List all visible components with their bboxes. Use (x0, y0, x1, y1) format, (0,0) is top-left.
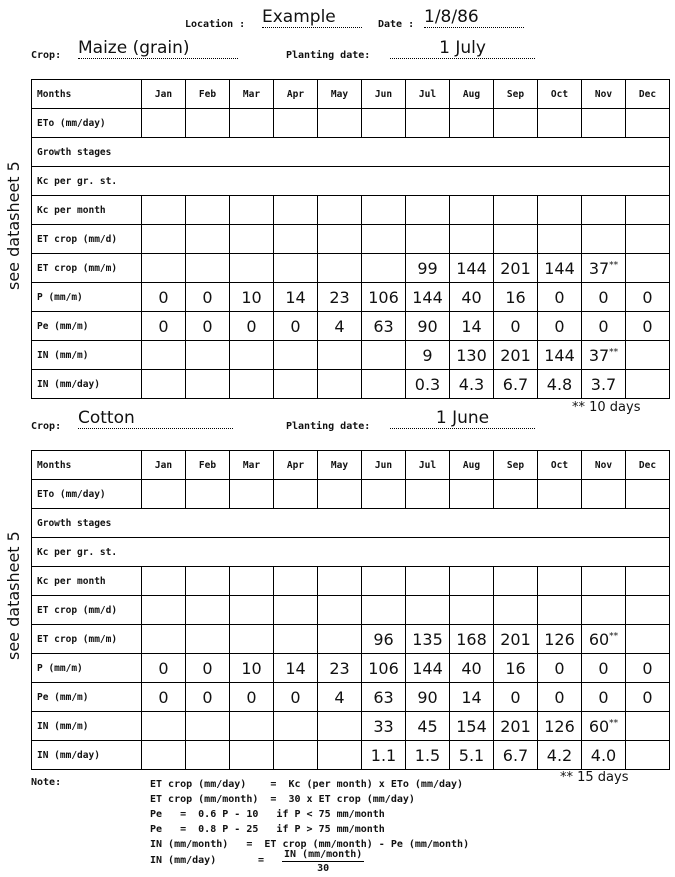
data-cell (582, 567, 626, 596)
data-cell: 144 (538, 254, 582, 283)
notes-lines: ET crop (mm/day) = Kc (per month) x ETo (mm/day) ET crop (mm/month) = 30 x ET crop (mm/day) Pe = 0.6 P - 10 if P < 75 mm/month Pe = 0.8 P - 25 if P > 75 mm/month IN (mm/month) = ET crop (mm/month) - Pe (mm/month) (150, 779, 470, 850)
month-header: Feb (186, 451, 230, 480)
location-label: Location : (185, 19, 246, 30)
data-cell: 0 (230, 683, 274, 712)
data-cell (186, 254, 230, 283)
data-cell: 6.7 (494, 741, 538, 770)
row-label: IN (mm/day) (32, 741, 142, 770)
data-cell (494, 225, 538, 254)
data-cell (318, 225, 362, 254)
row-label: Months (32, 80, 142, 109)
data-cell: 96 (362, 625, 406, 654)
location-value: Example (262, 7, 362, 28)
data-cell (186, 567, 230, 596)
data-cell (274, 109, 318, 138)
data-cell (450, 596, 494, 625)
data-cell: 1.1 (362, 741, 406, 770)
data-cell (186, 625, 230, 654)
data-cell (582, 196, 626, 225)
data-cell: 16 (494, 283, 538, 312)
month-header: Aug (450, 451, 494, 480)
month-header: Aug (450, 80, 494, 109)
data-cell (582, 109, 626, 138)
fraction-denominator: 30 (317, 863, 330, 874)
planting-value-1: 1 July (390, 38, 535, 59)
data-cell (274, 480, 318, 509)
month-header: Apr (274, 451, 318, 480)
month-header: Jan (142, 80, 186, 109)
data-cell (494, 596, 538, 625)
table-row (32, 167, 670, 196)
data-cell (274, 596, 318, 625)
data-cell (274, 225, 318, 254)
data-cell: 4.8 (538, 370, 582, 399)
data-cell: 10 (230, 654, 274, 683)
data-cell: 3.7 (582, 370, 626, 399)
data-cell (538, 109, 582, 138)
data-cell (186, 225, 230, 254)
data-cell: 0 (274, 312, 318, 341)
data-cell: 14 (450, 312, 494, 341)
data-cell (318, 254, 362, 283)
table-row (32, 712, 670, 741)
data-cell (142, 341, 186, 370)
data-cell (274, 196, 318, 225)
data-cell: 0 (582, 683, 626, 712)
row-label: ET crop (mm/m) (32, 625, 142, 654)
table-row (32, 451, 670, 480)
data-cell (186, 370, 230, 399)
data-cell: 144 (406, 654, 450, 683)
row-label: Pe (mm/m) (32, 312, 142, 341)
data-cell: 201 (494, 625, 538, 654)
data-cell: 168 (450, 625, 494, 654)
notes-last-left: IN (mm/day) (150, 855, 217, 866)
data-cell (186, 480, 230, 509)
data-cell (362, 567, 406, 596)
data-cell (274, 625, 318, 654)
data-cell (450, 225, 494, 254)
data-cell (362, 596, 406, 625)
data-cell: 0 (626, 654, 670, 683)
data-cell (406, 225, 450, 254)
table-row (32, 225, 670, 254)
row-label: Pe (mm/m) (32, 683, 142, 712)
data-cell (142, 370, 186, 399)
data-cell (142, 254, 186, 283)
data-cell: 0 (538, 654, 582, 683)
data-cell: 10 (230, 283, 274, 312)
data-cell (582, 596, 626, 625)
crop-table-maize (31, 79, 670, 399)
data-cell: 0 (538, 683, 582, 712)
data-cell (626, 341, 670, 370)
data-cell (582, 225, 626, 254)
data-cell (142, 109, 186, 138)
data-cell (230, 109, 274, 138)
table-row (32, 567, 670, 596)
month-header: Mar (230, 80, 274, 109)
row-label: IN (mm/m) (32, 341, 142, 370)
table-row (32, 254, 670, 283)
data-cell (626, 225, 670, 254)
data-cell: 5.1 (450, 741, 494, 770)
data-cell (318, 370, 362, 399)
data-cell: 23 (318, 283, 362, 312)
data-cell (230, 480, 274, 509)
planting-value-2: 1 June (390, 408, 535, 429)
row-label: Kc per gr. st. (32, 167, 670, 196)
data-cell: 126 (538, 625, 582, 654)
data-cell (626, 625, 670, 654)
crop-label-1: Crop: (31, 50, 62, 61)
crop-value-2: Cotton (78, 408, 233, 429)
data-cell (318, 109, 362, 138)
date-label: Date : (378, 19, 415, 30)
row-label: Growth stages (32, 138, 670, 167)
data-cell: 37** (582, 254, 626, 283)
data-cell: 0 (186, 312, 230, 341)
row-label: Kc per month (32, 196, 142, 225)
data-cell: 90 (406, 312, 450, 341)
table-row (32, 596, 670, 625)
data-cell: 6.7 (494, 370, 538, 399)
data-cell: 0 (626, 683, 670, 712)
month-header: Oct (538, 451, 582, 480)
data-cell (494, 480, 538, 509)
data-cell (274, 741, 318, 770)
data-cell: 106 (362, 654, 406, 683)
date-value: 1/8/86 (424, 7, 524, 28)
data-cell: 0 (142, 654, 186, 683)
table-row (32, 480, 670, 509)
footnote-2: ** 15 days (560, 770, 629, 785)
data-cell (362, 109, 406, 138)
table-row (32, 370, 670, 399)
data-cell: 135 (406, 625, 450, 654)
data-cell: 201 (494, 341, 538, 370)
data-cell: 4.2 (538, 741, 582, 770)
data-cell (186, 741, 230, 770)
data-cell (186, 196, 230, 225)
data-cell (406, 109, 450, 138)
data-cell: 0 (538, 283, 582, 312)
month-header: Apr (274, 80, 318, 109)
data-cell (230, 225, 274, 254)
data-cell: 40 (450, 654, 494, 683)
month-header: Mar (230, 451, 274, 480)
table-row (32, 654, 670, 683)
table-row (32, 741, 670, 770)
data-cell (362, 480, 406, 509)
month-header: Jun (362, 451, 406, 480)
table-row (32, 625, 670, 654)
table-row (32, 538, 670, 567)
data-cell: 144 (406, 283, 450, 312)
notes-label: Note: (31, 777, 62, 788)
table-row (32, 196, 670, 225)
data-cell (626, 480, 670, 509)
data-cell: 0 (582, 654, 626, 683)
data-cell: 9 (406, 341, 450, 370)
data-cell: 0 (186, 654, 230, 683)
row-label: ETo (mm/day) (32, 480, 142, 509)
data-cell (626, 712, 670, 741)
data-cell (230, 596, 274, 625)
data-cell (450, 196, 494, 225)
data-cell: 126 (538, 712, 582, 741)
data-cell (230, 625, 274, 654)
data-cell (362, 225, 406, 254)
data-cell (318, 196, 362, 225)
row-label: ET crop (mm/d) (32, 596, 142, 625)
data-cell (538, 480, 582, 509)
data-cell (142, 625, 186, 654)
data-cell: 0 (582, 283, 626, 312)
month-header: Jul (406, 80, 450, 109)
table-row (32, 80, 670, 109)
row-label: ET crop (mm/m) (32, 254, 142, 283)
table-row (32, 283, 670, 312)
data-cell: 0 (538, 312, 582, 341)
crop-label-2: Crop: (31, 421, 62, 432)
data-cell: 23 (318, 654, 362, 683)
data-cell (626, 596, 670, 625)
data-cell (494, 196, 538, 225)
month-header: Feb (186, 80, 230, 109)
data-cell (274, 341, 318, 370)
crop-table-cotton (31, 450, 670, 770)
data-cell: 60** (582, 625, 626, 654)
data-cell (450, 567, 494, 596)
data-cell: 40 (450, 283, 494, 312)
data-cell (274, 712, 318, 741)
data-cell: 4 (318, 312, 362, 341)
data-cell (230, 370, 274, 399)
data-cell: 4 (318, 683, 362, 712)
data-cell (274, 254, 318, 283)
data-cell: 0 (494, 683, 538, 712)
data-cell (318, 596, 362, 625)
data-cell: 37** (582, 341, 626, 370)
data-cell (186, 596, 230, 625)
data-cell (450, 109, 494, 138)
data-cell: 16 (494, 654, 538, 683)
table-row (32, 683, 670, 712)
data-cell: 0 (142, 312, 186, 341)
data-cell (626, 567, 670, 596)
table-row (32, 312, 670, 341)
table-row (32, 341, 670, 370)
data-cell (186, 712, 230, 741)
data-cell (406, 567, 450, 596)
month-header: Dec (626, 80, 670, 109)
data-cell (274, 370, 318, 399)
data-cell (626, 109, 670, 138)
data-cell (318, 480, 362, 509)
data-cell (318, 341, 362, 370)
data-cell: 0 (230, 312, 274, 341)
month-header: Sep (494, 451, 538, 480)
fraction-numerator: IN (mm/month) (284, 849, 363, 860)
data-cell: 1.5 (406, 741, 450, 770)
data-cell (362, 196, 406, 225)
month-header: Jan (142, 451, 186, 480)
row-label: ET crop (mm/d) (32, 225, 142, 254)
data-cell: 14 (274, 654, 318, 683)
table-row (32, 138, 670, 167)
data-cell (318, 741, 362, 770)
data-cell (362, 254, 406, 283)
data-cell: 99 (406, 254, 450, 283)
data-cell: 106 (362, 283, 406, 312)
data-cell (142, 567, 186, 596)
month-header: Jun (362, 80, 406, 109)
data-cell (230, 341, 274, 370)
data-cell (142, 712, 186, 741)
data-cell: 0.3 (406, 370, 450, 399)
month-header: May (318, 80, 362, 109)
row-label: P (mm/m) (32, 283, 142, 312)
side-note-2: see datasheet 5 (4, 531, 23, 660)
data-cell (538, 225, 582, 254)
data-cell (494, 567, 538, 596)
data-cell: 4.3 (450, 370, 494, 399)
row-label: Growth stages (32, 509, 670, 538)
data-cell: 0 (186, 283, 230, 312)
data-cell: 90 (406, 683, 450, 712)
data-cell: 0 (582, 312, 626, 341)
data-cell: 0 (142, 683, 186, 712)
data-cell: 45 (406, 712, 450, 741)
data-cell (230, 712, 274, 741)
data-cell: 14 (274, 283, 318, 312)
data-cell (362, 370, 406, 399)
month-header: Dec (626, 451, 670, 480)
data-cell: 60** (582, 712, 626, 741)
row-label: IN (mm/day) (32, 370, 142, 399)
data-cell: 0 (494, 312, 538, 341)
data-cell (186, 109, 230, 138)
data-cell (186, 341, 230, 370)
row-label: P (mm/m) (32, 654, 142, 683)
data-cell: 0 (274, 683, 318, 712)
row-label: Months (32, 451, 142, 480)
row-label: ETo (mm/day) (32, 109, 142, 138)
data-cell (626, 370, 670, 399)
data-cell: 33 (362, 712, 406, 741)
side-note-1: see datasheet 5 (4, 161, 23, 290)
month-header: Jul (406, 451, 450, 480)
planting-label-1: Planting date: (286, 50, 371, 61)
data-cell: 144 (450, 254, 494, 283)
table-row (32, 509, 670, 538)
month-header: Nov (582, 80, 626, 109)
data-cell (230, 254, 274, 283)
data-cell (142, 196, 186, 225)
data-cell: 4.0 (582, 741, 626, 770)
data-cell (626, 254, 670, 283)
data-cell (362, 341, 406, 370)
data-cell: 0 (186, 683, 230, 712)
data-cell (230, 567, 274, 596)
data-cell (582, 480, 626, 509)
data-cell (406, 196, 450, 225)
data-cell: 14 (450, 683, 494, 712)
month-header: Oct (538, 80, 582, 109)
month-header: Sep (494, 80, 538, 109)
data-cell (450, 480, 494, 509)
data-cell: 201 (494, 254, 538, 283)
notes-fraction (282, 848, 364, 875)
data-cell (142, 225, 186, 254)
data-cell (230, 741, 274, 770)
planting-label-2: Planting date: (286, 421, 371, 432)
data-cell (406, 596, 450, 625)
data-cell: 63 (362, 683, 406, 712)
data-cell (142, 480, 186, 509)
data-cell (494, 109, 538, 138)
row-label: Kc per gr. st. (32, 538, 670, 567)
data-cell: 0 (142, 283, 186, 312)
data-cell (318, 712, 362, 741)
row-label: Kc per month (32, 567, 142, 596)
data-cell (142, 741, 186, 770)
data-cell (318, 567, 362, 596)
data-cell: 144 (538, 341, 582, 370)
footnote-1: ** 10 days (572, 400, 641, 415)
data-cell (230, 196, 274, 225)
data-cell (626, 741, 670, 770)
month-header: Nov (582, 451, 626, 480)
data-cell (538, 196, 582, 225)
notes-last-eq: = (258, 855, 265, 866)
data-cell: 63 (362, 312, 406, 341)
data-cell (626, 196, 670, 225)
data-cell (274, 567, 318, 596)
data-cell: 201 (494, 712, 538, 741)
data-cell: 0 (626, 283, 670, 312)
table-row (32, 109, 670, 138)
data-cell (406, 480, 450, 509)
data-cell: 0 (626, 312, 670, 341)
month-header: May (318, 451, 362, 480)
data-cell (318, 625, 362, 654)
data-cell (538, 567, 582, 596)
data-cell: 130 (450, 341, 494, 370)
data-cell (538, 596, 582, 625)
data-cell (142, 596, 186, 625)
row-label: IN (mm/m) (32, 712, 142, 741)
crop-value-1: Maize (grain) (78, 38, 238, 59)
data-cell: 154 (450, 712, 494, 741)
